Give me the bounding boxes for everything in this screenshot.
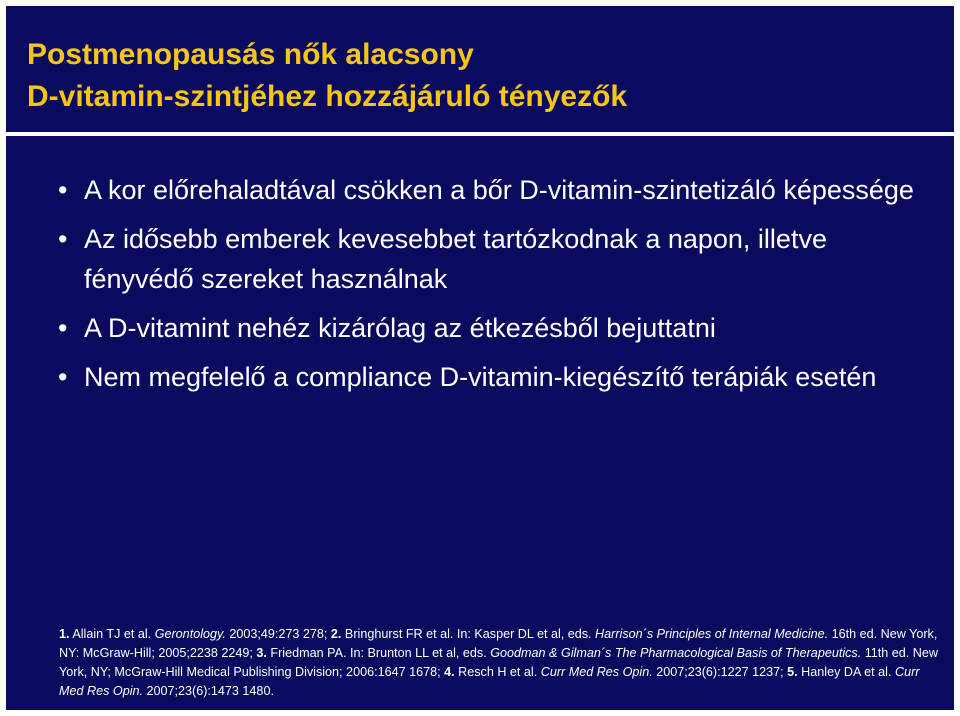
bullet-item xyxy=(58,357,918,397)
bullet-dot-icon: • xyxy=(58,224,68,254)
ref-text: Friedman PA. In: Brunton LL et al, eds. xyxy=(266,646,491,660)
ref-book: Goodman & Gilman´s The Pharmacological Basis of Therapeutics. xyxy=(490,646,862,660)
bullet-item xyxy=(58,219,918,299)
ref-text: Hanley DA et al. xyxy=(797,665,895,679)
ref-book: Harrison´s Principles of Internal Medicine. xyxy=(595,627,829,641)
ref-journal: Curr Med Res Opin. xyxy=(59,665,920,698)
bullet-item xyxy=(58,308,918,348)
slide-title xyxy=(27,34,927,118)
ref-text: 16th ed. New York, NY: McGraw-Hill; 2005;2238 2249; xyxy=(59,627,938,660)
ref-number: 2. xyxy=(330,627,342,641)
ref-text: Allain TJ et al. xyxy=(69,627,155,641)
ref-text: 2007;23(6):1227 1237; xyxy=(652,665,788,679)
title-line-1: Postmenopausás nők alacsony xyxy=(27,38,474,71)
bullet-text: A kor előrehaladtával csökken a bőr D-vitamin-szintetizáló képessége xyxy=(84,175,914,205)
bullet-item xyxy=(58,170,918,210)
bullet-text: A D-vitamint nehéz kizárólag az étkezésből bejuttatni xyxy=(84,313,716,343)
bullet-dot-icon: • xyxy=(58,362,68,392)
ref-number: 4. xyxy=(444,665,455,679)
bullet-list xyxy=(58,170,918,406)
ref-number: 1. xyxy=(59,627,70,641)
bullet-dot-icon: • xyxy=(58,313,68,343)
title-divider xyxy=(6,132,954,136)
bullet-text: Az idősebb emberek kevesebbet tartózkodnak a napon, illetve fényvédő szereket használnak xyxy=(84,224,827,294)
ref-text: Bringhurst FR et al. In: Kasper DL et al, eds. xyxy=(341,627,596,641)
ref-text: 11th ed. New York, NY; McGraw-Hill Medical Publishing Division; 2006:1647 1678; xyxy=(59,646,938,679)
references xyxy=(59,625,939,701)
bullet-text: Nem megfelelő a compliance D-vitamin-kiegészítő terápiák esetén xyxy=(84,362,877,392)
ref-journal: Gerontology. xyxy=(154,627,226,641)
ref-number: 5. xyxy=(787,665,798,679)
title-line-2: D-vitamin-szintjéhez hozzájáruló tényezők xyxy=(27,80,628,113)
ref-number: 3. xyxy=(256,646,267,660)
slide xyxy=(6,6,954,710)
ref-journal: Curr Med Res Opin. xyxy=(540,665,653,679)
ref-text: 2003;49:273 278; xyxy=(225,627,331,641)
bullet-dot-icon: • xyxy=(58,175,68,205)
ref-text: 2007;23(6):1473 1480. xyxy=(143,684,274,698)
ref-text: Resch H et al. xyxy=(454,665,541,679)
